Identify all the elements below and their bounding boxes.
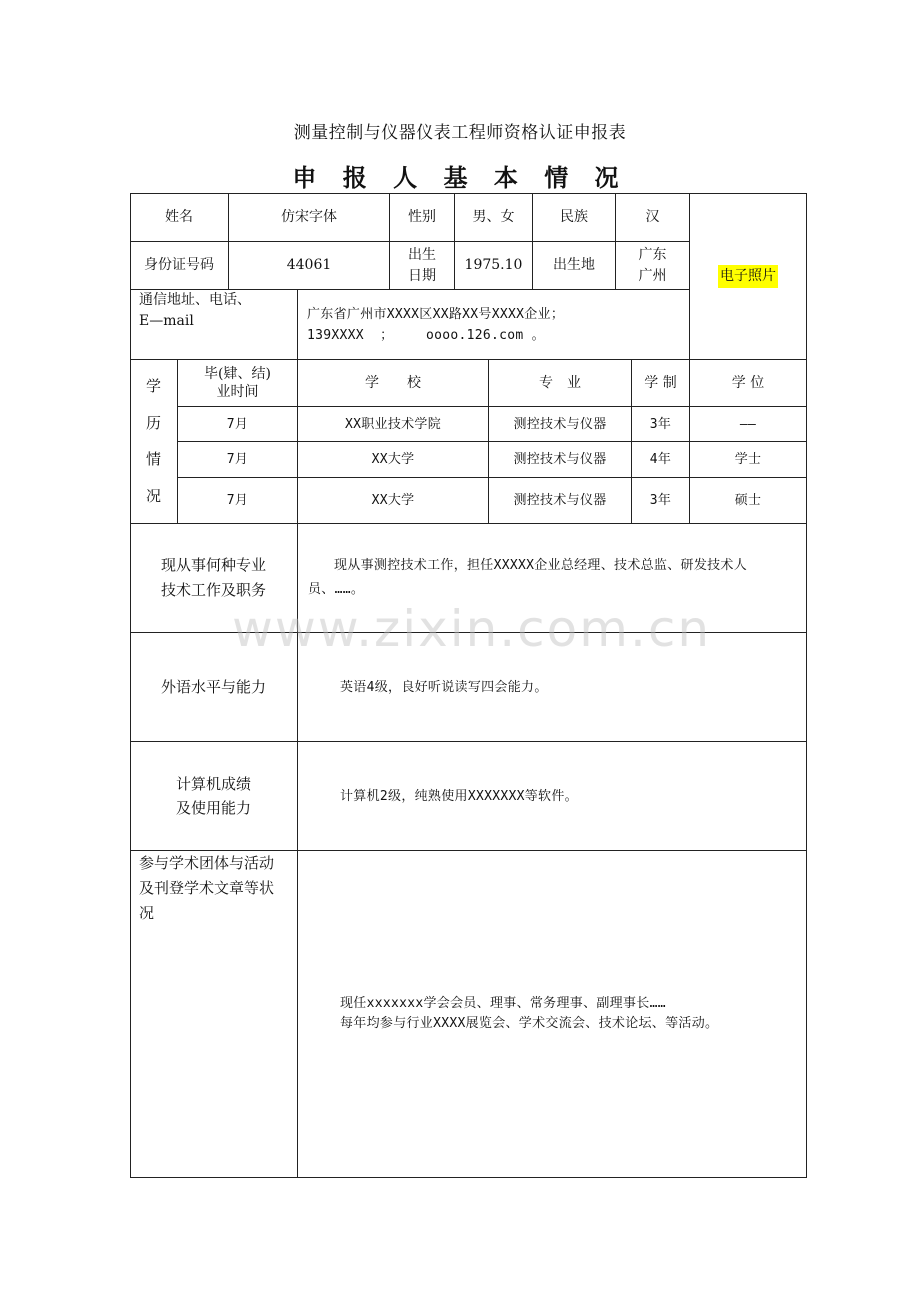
contact-value[interactable]: 广东省广州市XXXX区XX路XX号XXXX企业； 139XXXX ； oooo.126.com 。 bbox=[298, 290, 690, 360]
table-row-2-school[interactable]: XX大学 bbox=[298, 442, 489, 478]
gender-value[interactable]: 男、女 bbox=[455, 193, 533, 242]
birthplace-value[interactable]: 广东 广州 bbox=[616, 242, 690, 290]
academic-label: 参与学术团体与活动 及刊登学术文章等状 况 bbox=[130, 851, 298, 1178]
birth-date-value[interactable]: 1975.10 bbox=[455, 242, 533, 290]
table-row-1-major[interactable]: 测控技术与仪器 bbox=[489, 407, 632, 442]
table-row-1-degree[interactable]: —— bbox=[690, 407, 807, 442]
id-number-value[interactable]: 44061 bbox=[229, 242, 390, 290]
section-title: 申 报 人 基 本 情 况 bbox=[292, 163, 628, 192]
table-row-1-time[interactable]: 7月 bbox=[178, 407, 298, 442]
birthplace-label: 出生地 bbox=[533, 242, 616, 290]
table-row-2-duration[interactable]: 4年 bbox=[632, 442, 690, 478]
table-row-3-school[interactable]: XX大学 bbox=[298, 478, 489, 524]
photo-placeholder[interactable]: 电子照片 bbox=[690, 193, 807, 360]
header-major: 专 业 bbox=[489, 360, 632, 407]
job-value[interactable]: 现从事测控技术工作，担任XXXXX企业总经理、技术总监、研发技术人员、……。 bbox=[298, 524, 807, 633]
table-row-3-degree[interactable]: 硕士 bbox=[690, 478, 807, 524]
table-row-2-degree[interactable]: 学士 bbox=[690, 442, 807, 478]
table-row-3-time[interactable]: 7月 bbox=[178, 478, 298, 524]
header-school: 学 校 bbox=[298, 360, 489, 407]
application-form-table bbox=[130, 193, 807, 1178]
name-label: 姓名 bbox=[130, 193, 229, 242]
gender-label: 性别 bbox=[390, 193, 455, 242]
name-value[interactable]: 仿宋字体 bbox=[229, 193, 390, 242]
table-row-1-duration[interactable]: 3年 bbox=[632, 407, 690, 442]
table-row-3-duration[interactable]: 3年 bbox=[632, 478, 690, 524]
academic-value[interactable]: 现任xxxxxxx学会会员、理事、常务理事、副理事长…… 每年均参与行业XXXX展览会、学术交流会、技术论坛、等活动。 bbox=[298, 851, 807, 1178]
table-row-2-major[interactable]: 测控技术与仪器 bbox=[489, 442, 632, 478]
ethnicity-label: 民族 bbox=[533, 193, 616, 242]
table-row-1-school[interactable]: XX职业技术学院 bbox=[298, 407, 489, 442]
header-duration: 学 制 bbox=[632, 360, 690, 407]
watermark: www.zixin.com.cn bbox=[232, 600, 712, 658]
document-title: 测量控制与仪器仪表工程师资格认证申报表 bbox=[293, 123, 627, 143]
table-row-2-time[interactable]: 7月 bbox=[178, 442, 298, 478]
header-degree: 学 位 bbox=[690, 360, 807, 407]
id-number-label: 身份证号码 bbox=[130, 242, 229, 290]
ethnicity-value[interactable]: 汉 bbox=[616, 193, 690, 242]
header-graduation-time: 毕(肄、结) 业时间 bbox=[178, 360, 298, 407]
job-label: 现从事何种专业 技术工作及职务 bbox=[130, 524, 298, 633]
table-row-3-major[interactable]: 测控技术与仪器 bbox=[489, 478, 632, 524]
birth-date-label: 出生 日期 bbox=[390, 242, 455, 290]
education-section-label: 学 历 情 况 bbox=[130, 360, 178, 524]
computer-label: 计算机成绩 及使用能力 bbox=[130, 742, 298, 851]
computer-value[interactable]: 计算机2级，纯熟使用XXXXXXX等软件。 bbox=[298, 742, 807, 851]
language-label: 外语水平与能力 bbox=[130, 633, 298, 742]
language-value[interactable]: 英语4级，良好听说读写四会能力。 bbox=[298, 633, 807, 742]
contact-label: 通信地址、电话、 E—mail bbox=[130, 290, 298, 360]
